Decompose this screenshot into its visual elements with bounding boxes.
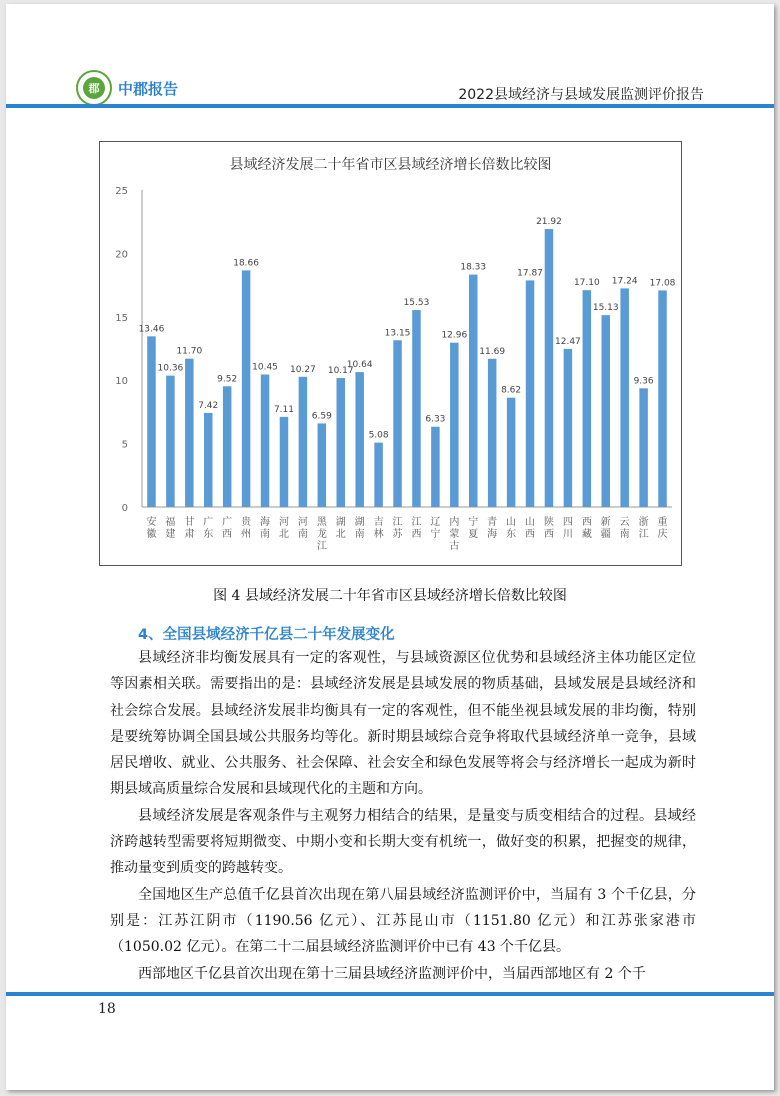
bar	[166, 376, 175, 507]
y-tick-label: 10	[115, 376, 128, 388]
data-label: 18.33	[460, 262, 487, 273]
data-label: 7.11	[273, 404, 294, 415]
body-text	[110, 645, 696, 987]
data-label: 17.24	[611, 276, 638, 287]
data-label: 9.52	[217, 374, 238, 385]
data-label: 17.10	[573, 278, 600, 289]
category-label: 重庆	[657, 517, 668, 540]
data-label: 12.96	[441, 330, 468, 341]
category-label: 河北	[278, 517, 289, 540]
data-label: 7.42	[198, 400, 219, 411]
bar-chart	[100, 142, 681, 565]
data-label: 17.08	[649, 278, 676, 289]
bar	[526, 280, 535, 507]
bar	[602, 315, 611, 507]
paragraph: 全国地区生产总值千亿县首次出现在第八届县域经济监测评价中，当届有 3 个千亿县，分别是：江苏江阴市（1190.56 亿元）、江苏昆山市（1151.80 亿元）和江苏张家港市（1050.02 亿元）。在第二十二届县域经济监测评价中已有 43 个千亿县。	[110, 886, 696, 956]
data-label: 15.53	[403, 298, 430, 309]
paragraph: 县域经济发展是客观条件与主观努力相结合的结果，是量变与质变相结合的过程。县域经济跨越转型需要将短期微变、中期小变和长期大变有机统一，做好变的积累，把握变的规律，推动量变到质变的跨越转变。	[110, 807, 696, 877]
bar	[658, 290, 667, 507]
category-label: 青海	[487, 517, 498, 540]
page-number: 18	[98, 1001, 116, 1017]
data-label: 21.92	[536, 217, 562, 228]
category-label: 海南	[260, 517, 271, 540]
bar	[583, 290, 592, 507]
category-label: 吉林	[373, 517, 384, 540]
bar	[620, 288, 629, 507]
category-label: 陕西	[543, 517, 554, 540]
paragraph: 县域经济非均衡发展具有一定的客观性，与县域资源区位优势和县域经济主体功能区定位等因素相关联。需要指出的是：县域经济发展是县域发展的物质基础，县域发展是县域经济和社会综合发展。县域经济发展非均衡具有一定的客观性，但不能坐视县域发展的非均衡，特别是要统筹协调全国县域公共服务均等化。新时期县域综合竞争将取代县域经济单一竞争，县域居民增收、就业、公共服务、社会保障、社会安全和绿色发展等将会与经济增长一起成为新时期县域高质量综合发展和县域现代化的主题和方向。	[110, 650, 696, 798]
figure-caption: 图 4 县域经济发展二十年省市区县域经济增长倍数比较图	[213, 588, 567, 604]
chart-title: 县域经济发展二十年省市区县域经济增长倍数比较图	[229, 157, 552, 173]
category-label: 广东	[203, 517, 214, 540]
section-heading: 4、全国县域经济千亿县二十年发展变化	[138, 627, 395, 643]
bar	[355, 372, 364, 507]
header-divider	[6, 104, 774, 108]
data-label: 6.33	[425, 414, 446, 425]
data-label: 18.66	[233, 258, 259, 269]
bar	[412, 310, 421, 507]
category-label: 河南	[297, 517, 308, 540]
y-tick-label: 25	[115, 186, 128, 197]
data-label: 5.08	[368, 430, 389, 441]
bar	[564, 349, 573, 507]
logo-mark: 郡	[83, 77, 105, 99]
category-label: 云南	[619, 517, 630, 540]
bar	[147, 336, 156, 507]
category-label: 甘肃	[184, 517, 195, 540]
data-label: 10.27	[290, 364, 316, 375]
bar	[299, 377, 308, 507]
data-label: 11.69	[479, 346, 506, 357]
category-label: 贵州	[241, 517, 252, 540]
y-tick-label: 15	[115, 312, 128, 324]
data-label: 11.70	[176, 346, 203, 357]
bar	[318, 423, 327, 507]
bar	[185, 359, 194, 507]
data-label: 17.87	[517, 268, 543, 279]
category-label: 江西	[411, 517, 422, 540]
bar	[545, 229, 554, 507]
chart-frame	[99, 141, 682, 566]
bar	[242, 270, 251, 507]
footer-divider	[6, 992, 774, 996]
y-tick-label: 5	[121, 439, 128, 451]
data-label: 9.36	[633, 376, 654, 387]
brand-name: 中郡报告	[118, 80, 179, 98]
bar	[431, 427, 440, 507]
data-label: 6.59	[311, 411, 332, 422]
category-label: 宁夏	[468, 517, 479, 540]
data-label: 10.64	[346, 360, 373, 371]
category-label: 安徽	[146, 517, 157, 540]
document-page	[6, 4, 774, 1090]
data-label: 10.36	[157, 363, 184, 374]
category-label: 西藏	[581, 517, 592, 540]
data-label: 15.13	[592, 303, 619, 314]
bar	[223, 386, 232, 507]
bar	[639, 388, 648, 507]
category-label: 福建	[165, 517, 176, 540]
category-label: 黑龙江	[316, 517, 327, 552]
category-label: 浙江	[638, 517, 649, 540]
bar	[469, 275, 478, 507]
page-header	[6, 4, 774, 114]
paragraph: 西部地区千亿县首次出现在第十三届县域经济监测评价中，当届西部地区有 2 个千	[138, 965, 646, 982]
category-label: 山西	[525, 517, 536, 540]
category-label: 辽宁	[430, 517, 441, 540]
data-label: 12.47	[555, 336, 581, 347]
bar	[393, 340, 402, 507]
category-label: 新疆	[600, 517, 611, 540]
data-label: 13.46	[138, 324, 165, 335]
category-label: 江苏	[392, 517, 403, 540]
category-label: 湖南	[354, 517, 365, 540]
data-label: 10.45	[252, 362, 278, 373]
y-tick-label: 0	[121, 503, 128, 514]
category-label: 四川	[562, 517, 573, 540]
bar	[374, 443, 383, 507]
bar	[280, 417, 289, 507]
category-label: 内蒙古	[449, 517, 460, 552]
bar	[204, 413, 213, 507]
bar	[261, 374, 270, 507]
category-label: 广西	[222, 517, 233, 540]
bar	[488, 359, 497, 507]
data-label: 10.17	[327, 366, 354, 377]
category-label: 湖北	[335, 517, 346, 540]
data-label: 8.62	[501, 385, 522, 396]
y-tick-label: 20	[115, 249, 128, 261]
bar	[337, 378, 346, 507]
brand-logo	[76, 70, 112, 106]
data-label: 13.15	[384, 328, 411, 339]
category-label: 山东	[506, 517, 517, 540]
bar	[507, 398, 516, 507]
bar	[450, 343, 459, 507]
report-title: 2022县域经济与县域发展监测评价报告	[458, 87, 704, 103]
